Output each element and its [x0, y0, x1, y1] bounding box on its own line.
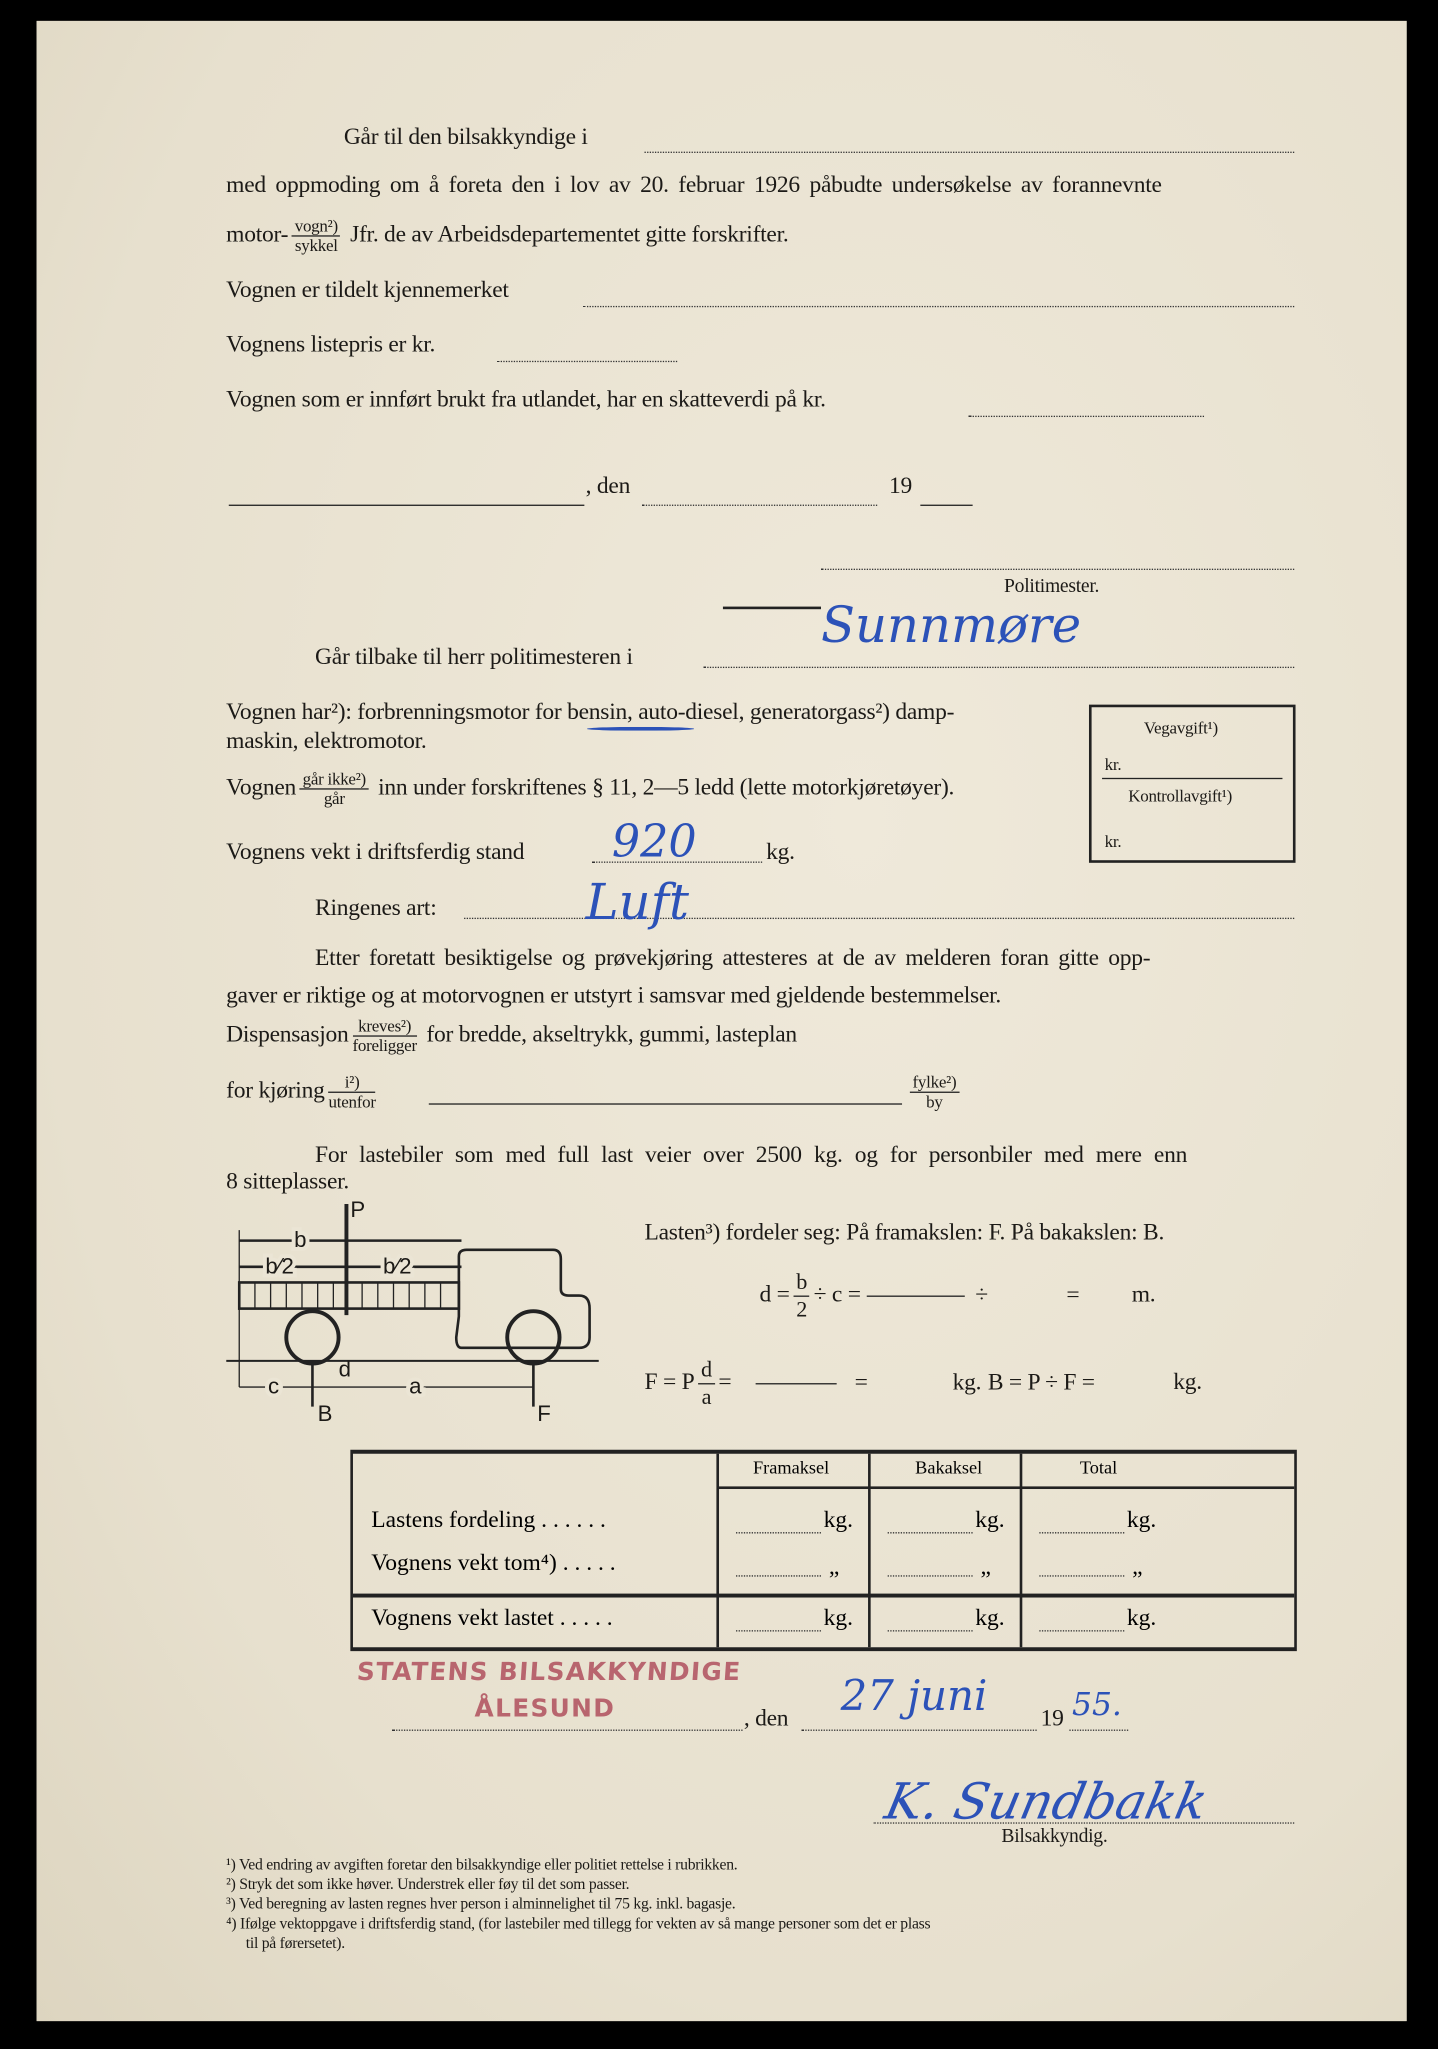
dispensation-prefix: Dispensasjon	[226, 1020, 349, 1047]
d-lhs: d =	[759, 1280, 790, 1307]
bilsakkyndig-label: Bilsakkyndig.	[1001, 1826, 1108, 1848]
input-lastet-total[interactable]	[1039, 1630, 1124, 1631]
lorry-line-2: 8 sitteplasser.	[226, 1167, 350, 1194]
driving-field[interactable]	[429, 1103, 902, 1104]
col-divider	[868, 1454, 871, 1647]
frac-bottom: utenfor	[328, 1091, 376, 1112]
bilsakkyndige-label: Går til den bilsakkyndige i	[343, 122, 588, 150]
engine-line-1: Vognen har²): forbrenningsmotor for bensin, auto-diesel, generatorgass²) damp-	[226, 698, 955, 725]
input-lastet-bakaksel[interactable]	[888, 1630, 973, 1631]
gaar-fraction	[300, 770, 369, 808]
label-c: c	[267, 1373, 280, 1399]
frac-bottom: foreligger	[352, 1035, 417, 1055]
vegavgift-label: Vegavgift¹)	[1143, 717, 1218, 738]
d-blank-1[interactable]	[866, 1296, 964, 1297]
i-utenfor-fraction	[329, 1073, 376, 1111]
driving-line	[226, 1073, 380, 1111]
row-label-tom: Vognens vekt tom⁴) . . . . .	[371, 1549, 616, 1576]
input-lastens-framaksel[interactable]	[736, 1532, 821, 1533]
weight-value-handwritten: 920	[611, 815, 697, 869]
bensin-underline	[587, 727, 694, 731]
label-d: d	[338, 1356, 351, 1382]
footnote-1: ¹) Ved endring av avgiften foretar den bilsakkyndige eller politiet rettelse i rubrikken.	[226, 1855, 738, 1874]
stamp-line-1: STATENS BILSAKKYNDIGE	[355, 1657, 743, 1687]
unit: kg.	[823, 1506, 854, 1533]
f-lhs: F = P	[644, 1368, 695, 1395]
request-text: med oppmoding om å foreta den i lov av 20. februar 1926 påbudte undersøkelse av forannevnte	[226, 171, 1162, 198]
footnote-2: ²) Stryk det som ikke høver. Understrek eller føy til det som passer.	[226, 1874, 630, 1893]
distribution-text: Lasten³) fordeler seg: På framakslen: F. På bakakslen: B.	[644, 1218, 1165, 1245]
unit: kg.	[975, 1604, 1005, 1631]
input-lastet-framaksel[interactable]	[736, 1630, 821, 1631]
kreves-fraction	[352, 1017, 416, 1055]
weight-label: Vognens vekt i driftsferdig stand	[226, 837, 525, 865]
year-prefix: 19	[888, 471, 912, 499]
kontrollavgift-kr: kr.	[1104, 831, 1122, 852]
signoff-year-field[interactable]	[1069, 1730, 1128, 1731]
divider	[723, 607, 821, 610]
b-unit: kg.	[1173, 1368, 1202, 1395]
skatteverdi-label: Vognen som er innført brukt fra utlandet, har en skatteverdi på kr.	[226, 385, 826, 412]
ditto-mark: „	[1132, 1553, 1143, 1580]
listepris-label: Vognens listepris er kr.	[226, 330, 436, 357]
d-equals: =	[1066, 1280, 1080, 1307]
politimester-label: Politimester.	[1004, 576, 1100, 598]
signoff-place-field[interactable]	[392, 1730, 742, 1731]
unit: kg.	[1126, 1604, 1157, 1631]
motor-prefix: motor-	[226, 220, 289, 247]
vogn-sykkel-fraction	[292, 217, 340, 255]
col-divider	[1020, 1454, 1023, 1647]
driving-prefix: for kjøring	[226, 1076, 325, 1103]
unit: kg.	[1126, 1506, 1157, 1533]
vehicle-type-line	[226, 217, 788, 255]
signoff-date-handwritten: 27 juni	[840, 1670, 988, 1721]
frac-top: i²)	[329, 1073, 376, 1093]
frac-top: går ikke²)	[300, 770, 369, 790]
col-total: Total	[1079, 1458, 1118, 1479]
tyres-value-handwritten: Luft	[585, 873, 690, 931]
frac-bottom: a	[701, 1384, 712, 1410]
engine-line-2: maskin, elektromotor.	[226, 726, 427, 754]
frac-top: d	[698, 1357, 714, 1384]
ditto-mark: „	[980, 1553, 991, 1580]
weight-unit: kg.	[766, 837, 795, 865]
col-divider	[716, 1454, 719, 1647]
fylke-by	[906, 1073, 963, 1111]
return-value-handwritten: Sunnmøre	[820, 596, 1082, 654]
label-a: a	[409, 1373, 422, 1399]
frac-bottom: sykkel	[294, 235, 338, 255]
kjennemerke-label: Vognen er tildelt kjennemerket	[226, 275, 509, 302]
class-prefix: Vognen	[226, 773, 297, 800]
attest-line-2: gaver er riktige og at motorvognen er utstyrt i samsvar med gjeldende bestemmelser.	[226, 981, 1002, 1008]
signoff-year-prefix: 19	[1040, 1704, 1064, 1731]
f-formula	[644, 1357, 1201, 1411]
class-suffix: inn under forskriftenes § 11, 2—5 ledd (lette motorkjøretøyer).	[378, 773, 955, 800]
f-equals: =	[718, 1368, 732, 1395]
label-B: B	[317, 1401, 333, 1427]
vegavgift-field[interactable]	[1102, 778, 1282, 779]
signoff-year-handwritten: 55.	[1071, 1686, 1122, 1724]
col-framaksel: Framaksel	[753, 1458, 830, 1479]
input-tom-total[interactable]	[1039, 1575, 1124, 1576]
dispensation-line	[226, 1017, 797, 1055]
stamp-line-2: ÅLESUND	[474, 1694, 616, 1724]
year-field[interactable]	[920, 505, 972, 506]
total-rule	[353, 1594, 1294, 1598]
label-F: F	[537, 1401, 551, 1427]
tyres-label: Ringenes art:	[315, 894, 437, 921]
d-unit: m.	[1131, 1280, 1156, 1307]
place-field[interactable]	[229, 505, 585, 506]
d-divide: ÷	[975, 1280, 988, 1307]
footnote-4: ⁴) Ifølge vektoppgave i driftsferdig stand, (for lastebiler med tillegg for vekten av så mange personer som det er plass	[226, 1913, 931, 1933]
frac-bottom: by	[926, 1091, 943, 1112]
kjennemerke-field[interactable]	[583, 306, 1294, 307]
f-unit: kg.	[952, 1368, 982, 1395]
d-rest: ÷ c =	[813, 1280, 861, 1307]
frac-top: kreves²)	[352, 1017, 416, 1037]
label-p: P	[350, 1197, 366, 1223]
form-page	[37, 21, 1407, 2021]
signoff-date-field[interactable]	[801, 1730, 1036, 1731]
ditto-mark: „	[828, 1553, 840, 1580]
fee-box	[1089, 705, 1296, 863]
lorry-line-1: For lastebiler som med full last veier over 2500 kg. og for personbiler med mere enn	[315, 1141, 1188, 1168]
row-label-lastet: Vognens vekt lastet . . . . .	[371, 1604, 613, 1631]
listepris-field[interactable]	[497, 361, 677, 362]
load-table	[350, 1450, 1296, 1651]
footnote-3: ³) Ved beregning av lasten regnes hver person i alminnelighet til 75 kg. inkl. bagasje.	[226, 1894, 736, 1913]
footnote-4-cont: til på førersetet).	[245, 1933, 345, 1952]
return-label: Går tilbake til herr politimesteren i	[315, 643, 633, 670]
b-formula: B = P ÷ F =	[987, 1368, 1095, 1395]
regulations-text: Jfr. de av Arbeidsdepartementet gitte forskrifter.	[350, 220, 789, 247]
kontrollavgift-label: Kontrollavgift¹)	[1128, 785, 1233, 806]
dispensation-suffix: for bredde, akseltrykk, gummi, lasteplan	[426, 1020, 797, 1047]
label-b: b	[294, 1227, 307, 1253]
input-tom-framaksel[interactable]	[736, 1575, 821, 1576]
politimester-signature-field[interactable]	[821, 569, 1294, 570]
frac-bottom: 2	[796, 1296, 808, 1322]
signature: K. Sundbakk	[880, 1772, 1213, 1831]
f-equals-2: =	[854, 1368, 868, 1395]
frac-top: vogn²)	[292, 217, 340, 237]
vegavgift-kr: kr.	[1104, 754, 1122, 774]
return-field[interactable]	[703, 667, 1294, 668]
d-over-a	[698, 1357, 714, 1411]
signoff-den-label: , den	[743, 1704, 789, 1731]
header-rule	[719, 1486, 1294, 1489]
f-blank[interactable]	[755, 1383, 836, 1384]
label-b-half-left: b⁄2	[265, 1253, 294, 1279]
frac-top: fylke²)	[910, 1073, 959, 1093]
skatteverdi-field[interactable]	[969, 416, 1204, 417]
truck-diagram	[226, 1191, 605, 1426]
bilsakkyndige-field[interactable]	[644, 152, 1294, 153]
class-line	[226, 770, 954, 808]
fylke-fraction	[910, 1073, 959, 1111]
attest-line-1: Etter foretatt besiktigelse og prøvekjøring attesteres at de av melderen foran gitte opp-	[315, 943, 1151, 971]
unit: kg.	[975, 1506, 1005, 1533]
input-lastens-total[interactable]	[1039, 1532, 1124, 1533]
date-field[interactable]	[642, 505, 877, 506]
row-label-lastens: Lastens fordeling . . . . . .	[371, 1506, 606, 1533]
frac-top: b	[794, 1269, 810, 1296]
label-b-half-right: b⁄2	[383, 1253, 412, 1279]
input-lastens-bakaksel[interactable]	[888, 1532, 973, 1533]
frac-bottom: går	[323, 788, 345, 808]
unit: kg.	[823, 1604, 854, 1631]
den-label: , den	[585, 471, 631, 499]
input-tom-bakaksel[interactable]	[888, 1575, 973, 1576]
b-over-2	[794, 1269, 810, 1323]
d-formula	[760, 1269, 1156, 1323]
col-bakaksel: Bakaksel	[915, 1458, 983, 1479]
